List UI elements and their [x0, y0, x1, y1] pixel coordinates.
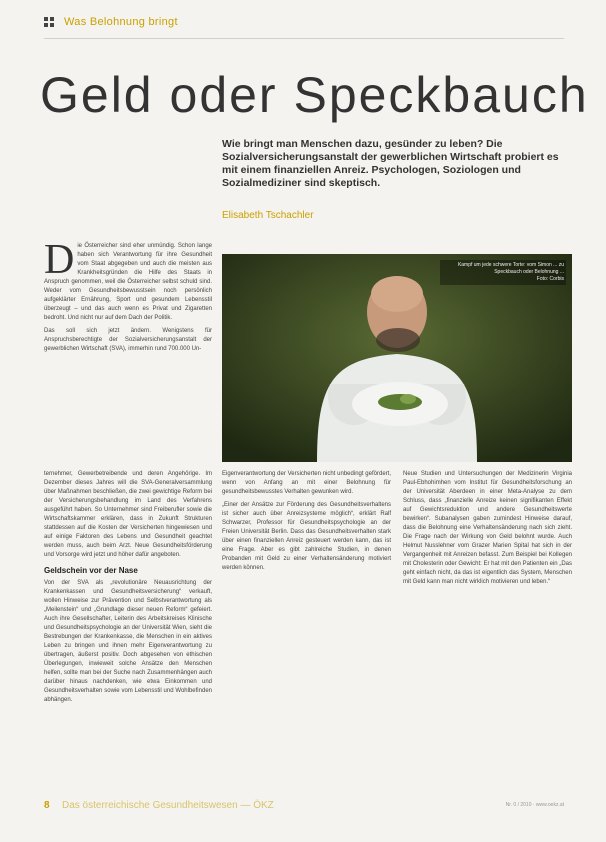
caption-text: Kampf um jede schwere Torte: vom Simon ... zu Speckbauch oder Belohnung ... [457, 262, 564, 275]
paragraph: Eigenverantwortung der Versicherten nicht unbedingt gefördert, wenn von Anfang an mit einer Belohnung für gesundheitsbewusstes Verhalten gewunken wird. [222, 471, 391, 495]
paragraph: Neue Studien und Untersuchungen der Medizinerin Virginia Paul-Ebhohimhen vom Institut für Gesundheitsforschung an der Universität Aberdeen in einer Meta-Analyse zu dem Schluss, dass „finanzielle Anreize keinen signifikanten Effekt auf Gewichtsreduktion und andere Gesundheitswerte bewirken“. Subanalysen gaben zumindest Hinweise darauf, dass die Belohnung eine Verhaltensänderung nach sich zieht. Die Frage nach der Wirkung von Geld belohnt wurde. Auch Helmut Nusslehner vom Grazer Marien Spital hat sich in der Vergangenheit mit Anreizen befasst. Zum Beispiel bei Kollegen mit Cholesterin oder Gewicht: Er hat mit den Patienten ein „Das geht einfach nicht, da das ist eigentlich das System, Menschen mit Geld kann man nicht wirklich motivieren und leben.“ [403, 471, 572, 585]
paragraph-text: ie Österreicher sind eher unmündig. Schon lange haben sich Verantwortung für ihre Gesundheit vom Staat abgegeben und auch die meisten aus Krankheitsgründen die Hilfe des Staats in Anspruch genommen, weil die Österreicher selbst schuld sind. Weder vom Gesundheitsbewusstsein noch persönlich aufgeklärter Ernährung, Sport und gesundem Lebensstil überzeugt – und das auch wenn es Privat und Zigaretten bedroht. Und nicht nur auf dem Dach der Politik. [44, 243, 212, 321]
kicker-text: Was Belohnung bringt [64, 16, 178, 28]
photo-illustration [222, 254, 572, 462]
footer-issue: Nr. 0 / 2010 · www.oekz.at [505, 802, 564, 808]
subheading: Geldschein vor der Nase [44, 566, 138, 575]
column-right-bottom [222, 470, 572, 587]
section-kicker [44, 16, 178, 28]
article-lead: Wie bringt man Menschen dazu, gesünder zu leben? Die Sozialversicherungsanstalt der gewerblichen Wirtschaft probiert es mit einem finanziellen Anreiz. Psychologen, Soziologen und Sozialmediziner sind skeptisch. [222, 138, 559, 189]
paragraph: Von der SVA als „revolutionäre Neuausrichtung der Krankenkassen und Gesundheitsversicherung“ verkauft, wollen Hinweise zur Prävention und Selbstverantwortung als „Meilenstein“ und „Grundlage dieser neuen Reform“ gefeiert. Auch ihre Gesellschafter, Leiterin des Arbeitskreises Klinische und Gesundheitspsychologie an der Universität Wien, sieht die Bestrebungen der Krankenkasse, die Menschen in ein aktives Leben zu bringen und ihnen mehr Eigenverantwortung zu übertragen, äußerst positiv. Doch abgesehen von ethischen Überlegungen, inwieweit solche Ansätze den Menschen helfen, sollte man bei der Suche nach Zusammenhängen auch darüber hinaus nachdenken, wie etwa Einkommen und Gesundheitsverhalten sowie vom Lebensstil und Wohlbefinden abhängen. [44, 580, 212, 703]
photo-credit: Foto: Corbis [536, 276, 564, 282]
article-photo [222, 254, 572, 462]
column-left-bottom [44, 470, 212, 709]
paragraph: „Einer der Ansätze zur Förderung des Gesundheitsverhaltens ist sicher auch über Anreizsysteme möglich“, erklärt Ralf Schwarzer, Professor für Gesundheitspsychologie an der Freien Universität Berlin. Dass das Gesundheitsverhalten stark über einen finanziellen Anreiz gesteuert werden kann, das ist eine Frage. Aber es gibt zahlreiche Studien, in denen Probanden mit Geld zu einer Verhaltensänderung motiviert werden können. [222, 502, 391, 571]
kicker-dots-icon [44, 17, 54, 27]
drop-cap: D [44, 237, 75, 283]
footer-title: Das österreichische Gesundheitswesen — ÖKZ [62, 800, 274, 811]
paragraph: ternehmer, Gewerbetreibende und deren Angehörige. Im Dezember dieses Jahres will die SVA-Generalversammlung über Maßnahmen beschließen, die zwei gewichtige Reform bei der Versicherungsbehandlung im Land des Verfahrens ausgeführt haben. So Unternehmer sind Freiberufler sowie die Wirtschaftskammer erklären, dass in Zukunft Strukturen stattdessen auf die Kosten der Versicherten hingewiesen und auf einige Faktoren des Lebens und Gesundheit geachtet werden muss, auch beim Arzt. Neue Gesundheitsförderung und Vorsorge wird jetzt und höher dafür angeboten. [44, 471, 212, 558]
kicker-rule [44, 38, 564, 39]
paragraph: Das soll sich jetzt ändern. Wenigstens für Anspruchsberechtigte der Sozialversicherungsanstalt der gewerblichen Wirtschaft (SVA), immerhin rund 700.000 Un- [44, 328, 212, 352]
article-author: Elisabeth Tschachler [222, 210, 314, 221]
page-number: 8 [44, 800, 50, 811]
paragraph [44, 237, 212, 323]
page-footer [44, 800, 564, 820]
photo-caption [440, 260, 566, 285]
column-left-top [44, 237, 212, 358]
article-headline: Geld oder Speckbauch [40, 67, 589, 123]
